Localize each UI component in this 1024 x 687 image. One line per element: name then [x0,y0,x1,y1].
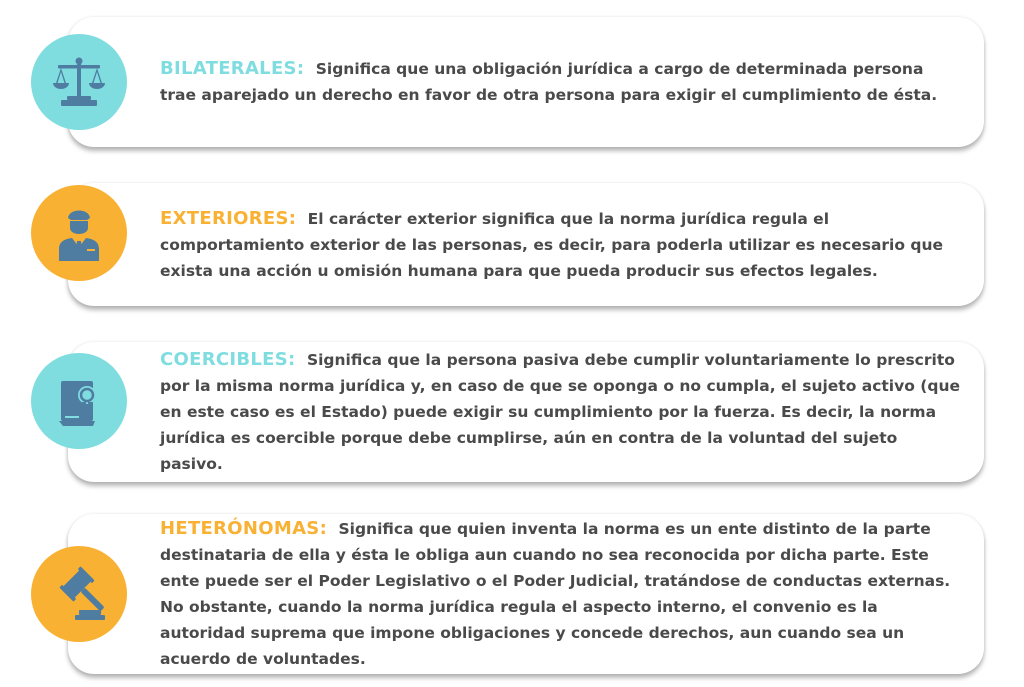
card-exteriores [68,183,984,306]
card-heteronomas [68,514,984,674]
term-label: HETERÓNOMAS: [160,518,328,539]
certificate-icon [47,369,111,433]
scales-icon [47,50,111,114]
gavel-icon-circle [31,546,127,642]
description: Significa que la persona pasiva debe cumplir voluntariamente lo prescrito por la misma norma jurídica y, en caso de que se oponga o no cumpla, el sujeto activo (que en este caso es el Estado) puede exigir su cumplimiento por la fuerza. Es decir, la norma jurídica es coercible porque debe cumplirse, aún en contra de la voluntad del sujeto pasivo. [160,351,960,473]
card-bilaterales [68,17,984,147]
card-coercibles [68,342,984,482]
card-text [160,206,962,284]
person-icon [47,201,111,265]
card-text [160,347,962,477]
scales-icon-circle [31,34,127,130]
term-label: COERCIBLES: [160,349,296,370]
card-text [160,56,962,108]
description: Significa que quien inventa la norma es un ente distinto de la parte destinataria de ella y ésta le obliga aun cuando no sea reconocida por dicha parte. Este ente puede ser el Poder Legislativo o el Poder Judicial, tratándose de conductas externas. No obstante, cuando la norma jurídica regula el aspecto interno, el convenio es la autoridad suprema que impone obligaciones y concede derechos, aun cuando sea un acuerdo de voluntades. [160,520,951,668]
description: Significa que una obligación jurídica a cargo de determinada persona trae aparejado un derecho en favor de otra persona para exigir el cumplimiento de ésta. [160,60,938,104]
certificate-icon-circle [31,353,127,449]
person-icon-circle [31,185,127,281]
term-label: EXTERIORES: [160,207,297,229]
term-label: BILATERALES: [160,58,305,79]
card-text [160,516,962,672]
description: El carácter exterior significa que la norma jurídica regula el comportamiento exterior de las personas, es decir, para poderla utilizar es necesario que exista una acción u omisión humana para que pueda producir sus efectos legales. [160,209,944,280]
gavel-icon [47,562,111,626]
